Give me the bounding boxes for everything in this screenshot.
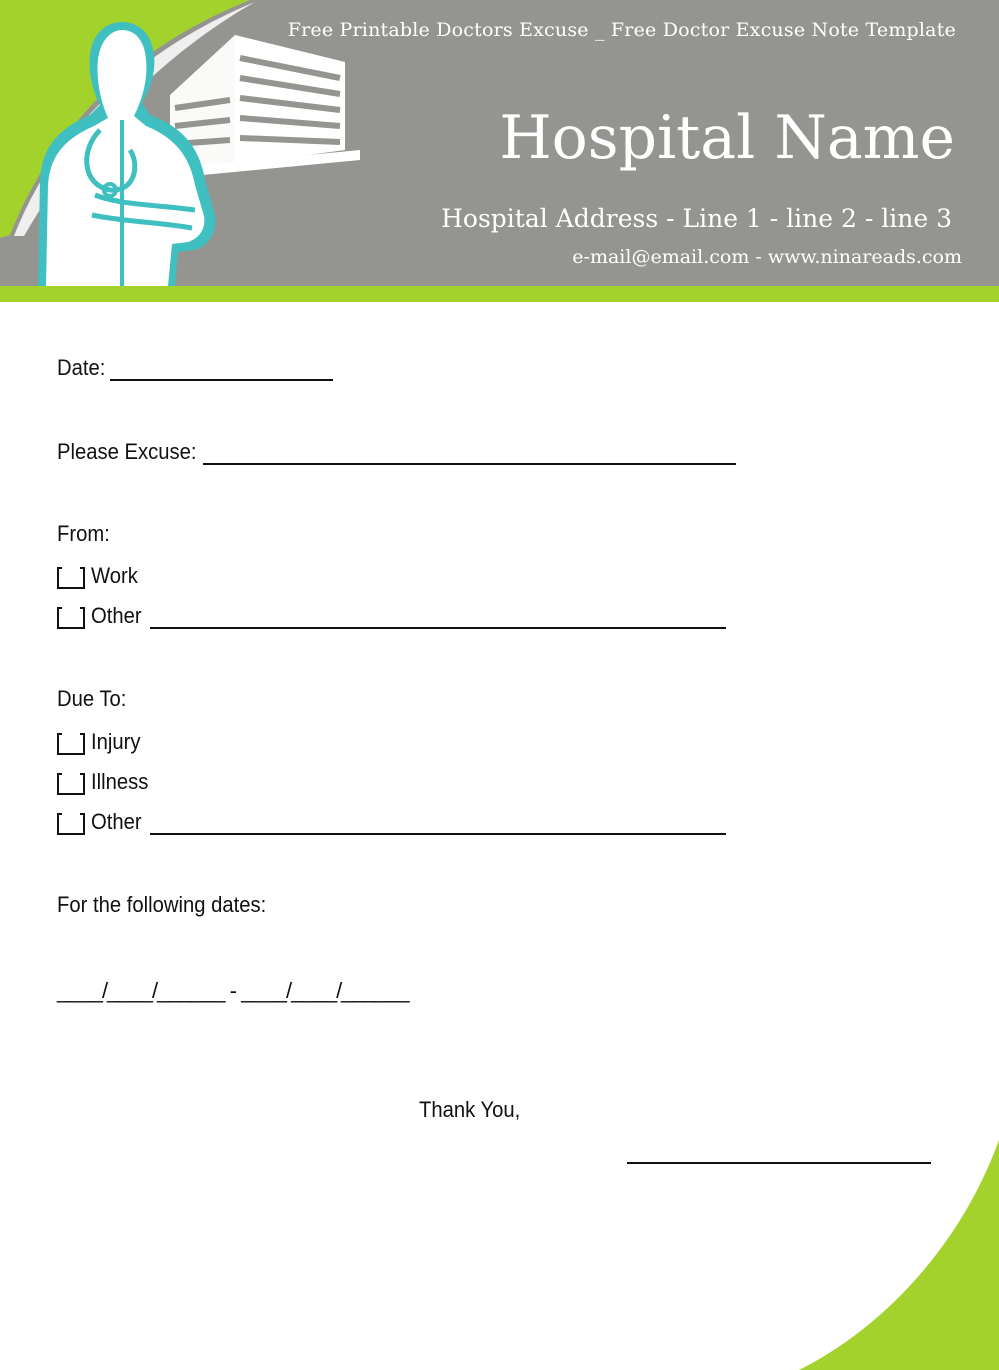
checkbox-label: Work [91, 563, 138, 588]
due-other-checkbox[interactable] [57, 809, 146, 835]
checkbox-box[interactable] [57, 775, 85, 795]
checkbox-label: Injury [91, 729, 141, 754]
letterhead-header [0, 0, 999, 286]
checkbox-label: Other [91, 603, 142, 628]
date-field-line[interactable] [110, 379, 333, 381]
checkbox-box[interactable] [57, 735, 85, 755]
date-range-field[interactable]: ____/____/______ - ____/____/______ [57, 978, 409, 1003]
from-work-checkbox[interactable] [57, 563, 142, 589]
checkbox-box[interactable] [57, 609, 85, 629]
date-label: Date: [57, 355, 106, 380]
checkbox-label: Illness [91, 769, 149, 794]
due-illness-checkbox[interactable] [57, 769, 153, 795]
excuse-label: Please Excuse: [57, 439, 197, 464]
from-other-line[interactable] [150, 627, 726, 629]
due-to-label: Due To: [57, 686, 127, 711]
green-accent-band [0, 286, 999, 302]
dates-label: For the following dates: [57, 892, 267, 917]
checkbox-box[interactable] [57, 815, 85, 835]
checkbox-box[interactable] [57, 569, 85, 589]
hospital-name: Hospital Name [499, 103, 955, 173]
corner-swoosh-decoration [759, 1140, 999, 1370]
closing-text: Thank You, [419, 1097, 521, 1122]
checkbox-label: Other [91, 809, 142, 834]
hospital-address: Hospital Address - Line 1 - line 2 - line 3 [441, 204, 952, 233]
site-title: Free Printable Doctors Excuse _ Free Doctor Excuse Note Template [287, 19, 956, 41]
from-label: From: [57, 521, 110, 546]
due-injury-checkbox[interactable] [57, 729, 145, 755]
from-other-checkbox[interactable] [57, 603, 146, 629]
excuse-name-line[interactable] [203, 463, 736, 465]
hospital-contact: e-mail@email.com - www.ninareads.com [572, 246, 962, 268]
due-other-line[interactable] [150, 833, 726, 835]
